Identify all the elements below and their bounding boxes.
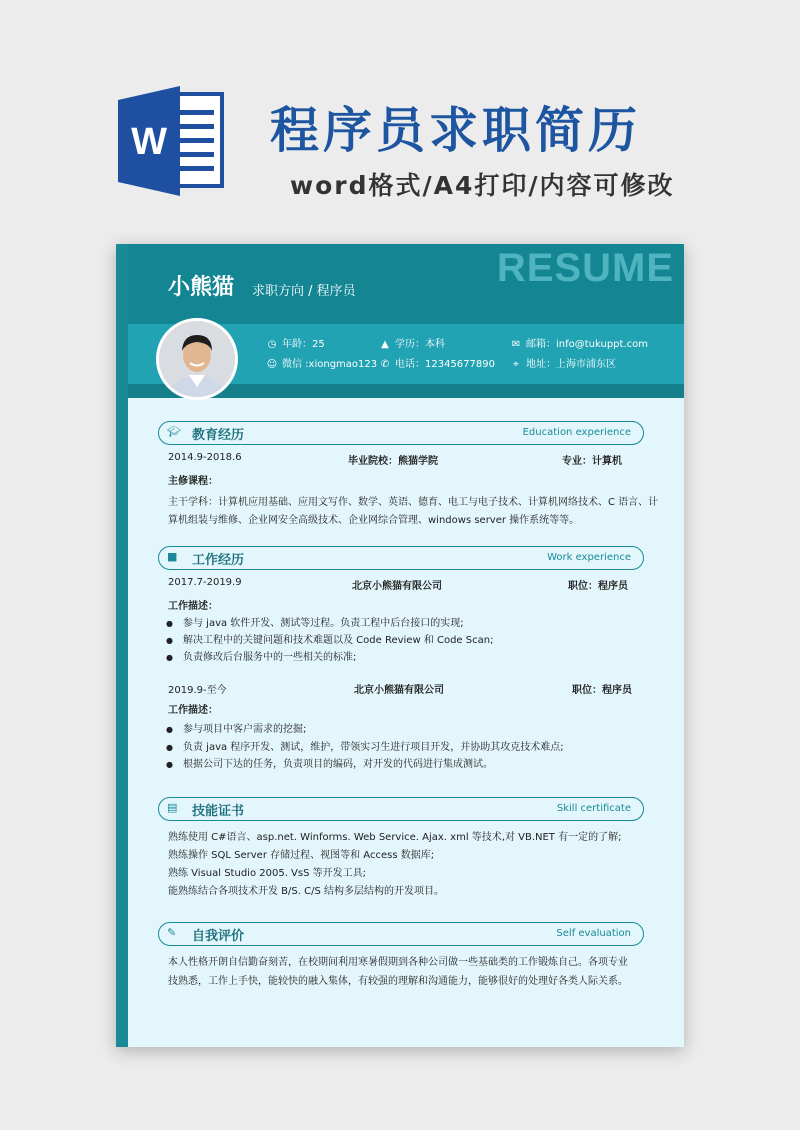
briefcase-icon: ■ bbox=[167, 550, 178, 563]
work-header bbox=[158, 546, 644, 570]
job-intent: 求职方向 / 程序员 bbox=[252, 284, 356, 299]
pen-icon: ✎ bbox=[167, 926, 177, 939]
self-header bbox=[158, 922, 644, 946]
self-line2: 技熟悉，工作上手快，能较快的融入集体，有较强的理解和沟通能力，能够很好的处理好各类人际关系。 bbox=[168, 976, 628, 987]
education-title: 教育经历 bbox=[192, 428, 245, 443]
job2-desc-label: 工作描述： bbox=[168, 705, 218, 716]
skill-line: 熟练使用 C#语言、asp.net. Winforms. Web Service. Ajax. xml 等技术,对 VB.NET 有一定的了解; bbox=[168, 832, 622, 843]
banner-subtitle: word格式/A4打印/内容可修改 bbox=[290, 171, 675, 200]
job1-bullet: ● 解决工程中的关键问题和技术难题以及 Code Review 和 Code Scan; bbox=[166, 631, 493, 646]
self-title-en: Self evaluation bbox=[556, 928, 631, 939]
job2-bullet: ● 根据公司下达的任务，负责项目的编码，对开发的代码进行集成测试。 bbox=[166, 755, 493, 770]
job1-position: 职位：程序员 bbox=[568, 581, 628, 592]
info-wechat: ☺ 微信 :xiongmao123 bbox=[266, 359, 378, 370]
job1-bullet: ● 负责修改后台服务中的一些相关的标准; bbox=[166, 648, 356, 663]
resume-sheet bbox=[116, 244, 684, 1047]
job2-bullet: ● 参与项目中客户需求的挖掘; bbox=[166, 720, 306, 735]
skill-line: 熟练 Visual Studio 2005. VsS 等开发工具; bbox=[168, 868, 366, 879]
certificate-icon: ▤ bbox=[167, 801, 178, 814]
edu-course-line2: 算机组装与维修、企业网安全高级技术、企业网综合管理、windows server 操作系统等等。 bbox=[168, 515, 580, 526]
edu-course-label: 主修课程： bbox=[168, 476, 218, 487]
info-email: ✉ 邮箱：info@tukuppt.com bbox=[511, 339, 648, 350]
self-title: 自我评价 bbox=[192, 929, 245, 944]
applicant-name: 小熊猫 bbox=[168, 275, 235, 300]
job2-position: 职位：程序员 bbox=[572, 685, 632, 696]
avatar-photo bbox=[159, 321, 235, 397]
education-header bbox=[158, 421, 644, 445]
graduation-cap-icon: ▲ bbox=[381, 339, 389, 350]
work-title-en: Work experience bbox=[547, 552, 631, 563]
location-icon: ⌖ bbox=[513, 359, 519, 370]
job1-period: 2017.7-2019.9 bbox=[168, 577, 242, 588]
skills-title-en: Skill certificate bbox=[556, 803, 631, 814]
edu-school: 毕业院校：熊猫学院 bbox=[348, 456, 438, 467]
edu-course-line1: 主干学科：计算机应用基础、应用文写作、数学、英语、德育、电工与电子技术、计算机网络技术、C 语言、计 bbox=[168, 497, 659, 508]
job1-bullet: ● 参与 java 软件开发、测试等过程。负责工程中后台接口的实现; bbox=[166, 614, 464, 629]
graduation-cap-icon: 🎓︎ bbox=[167, 425, 181, 438]
clock-icon: ◷ bbox=[267, 339, 277, 350]
side-bar bbox=[116, 244, 128, 1047]
info-education: ▲ 学历：本科 bbox=[379, 335, 445, 350]
resume-watermark: RESUME bbox=[496, 246, 674, 290]
skills-title: 技能证书 bbox=[192, 804, 245, 819]
info-address: ⌖ 地址：上海市浦东区 bbox=[510, 355, 616, 370]
job1-company: 北京小熊猫有限公司 bbox=[352, 581, 442, 592]
wechat-icon: ☺ bbox=[266, 359, 278, 370]
skills-header bbox=[158, 797, 644, 821]
avatar bbox=[156, 318, 238, 400]
phone-icon: ✆ bbox=[380, 359, 390, 370]
job1-desc-label: 工作描述： bbox=[168, 601, 218, 612]
work-title: 工作经历 bbox=[192, 553, 245, 568]
banner-title: 程序员求职简历 bbox=[270, 102, 642, 159]
skill-line: 能熟练结合各项技术开发 B/S. C/S 结构多层结构的开发项目。 bbox=[168, 886, 444, 897]
job2-period: 2019.9-至今 bbox=[168, 685, 227, 696]
word-icon-letter: W bbox=[131, 121, 167, 163]
word-icon bbox=[118, 86, 226, 196]
edu-major: 专业：计算机 bbox=[562, 456, 622, 467]
mail-icon: ✉ bbox=[511, 339, 521, 350]
skill-line: 熟练操作 SQL Server 存储过程、视图等和 Access 数据库; bbox=[168, 850, 435, 861]
info-age: ◷ 年龄：25 bbox=[267, 339, 325, 350]
education-title-en: Education experience bbox=[522, 427, 631, 438]
edu-period: 2014.9-2018.6 bbox=[168, 452, 242, 463]
job2-bullet: ● 负责 java 程序开发、测试，维护，带领实习生进行项目开发，并协助其攻克技术难点; bbox=[166, 738, 564, 753]
self-line1: 本人性格开朗自信勤奋刻苦，在校期间利用寒暑假期到各种公司做一些基础类的工作锻炼自己。各项专业 bbox=[168, 957, 628, 968]
job2-company: 北京小熊猫有限公司 bbox=[354, 685, 444, 696]
info-phone: ✆ 电话：12345677890 bbox=[380, 359, 495, 370]
